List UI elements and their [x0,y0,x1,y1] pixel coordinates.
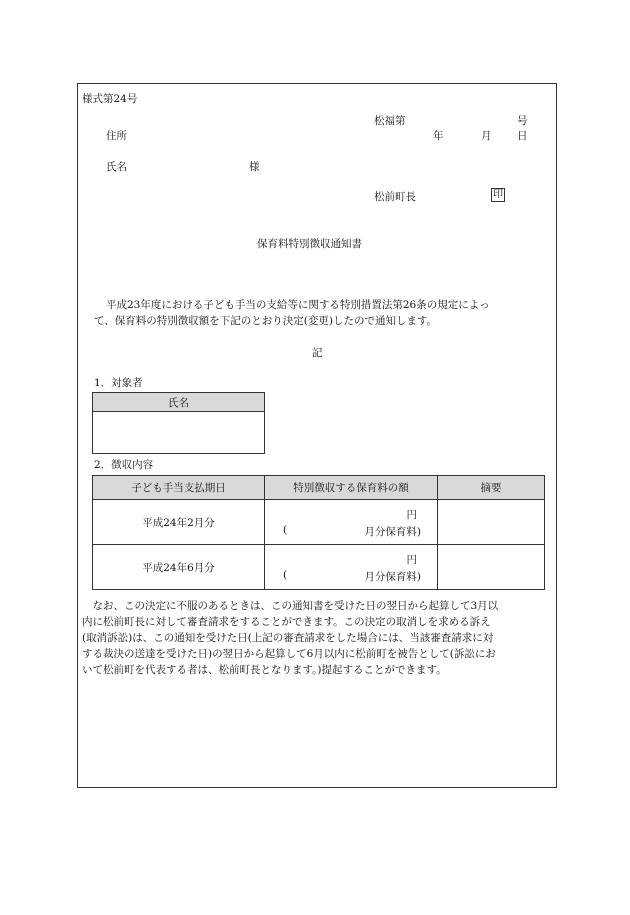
intro-line-2: て、保育料の特別徴収額を下記のとおり決定(変更)したので通知します。 [94,315,438,327]
yen-unit: 円 [406,509,417,521]
notice-line: する裁決の送達を受けた日)の翌日から起算して6月以内に松前町を被告として(訴訟にお [82,648,496,660]
notice-line: (取消訴訟)は、この通知を受けた日(上記の審査請求をした場合には、当該審査請求に対 [82,632,494,644]
date-day: 日 [517,130,528,142]
notice-line: いて松前町を代表する者は、松前町長となります。)提起することができます。 [82,664,447,676]
payment-date-cell: 平成24年2月分 [93,500,265,545]
date-year: 年 [433,130,444,142]
name-column-header: 氏名 [93,393,265,412]
months-fee-label: 月分保育料) [364,526,421,538]
remarks-cell [438,500,545,545]
header-fee-amount: 特別徴収する保育料の額 [265,476,438,500]
section2-heading: 2．徴収内容 [94,459,154,471]
table-row [93,545,545,590]
date-month: 月 [481,130,492,142]
name-cell [93,412,265,454]
form-number: 様式第24号 [82,93,138,105]
appeal-notice [82,598,554,678]
address-label: 住所 [106,130,127,142]
header-remarks: 摘要 [438,476,545,500]
notice-line: なお、この決定に不服のあるときは、この通知書を受けた日の翌日から起算して3月以 [82,600,499,612]
seal-mark: 印 [493,189,503,200]
amount-cell [265,545,438,590]
months-fee-label: 月分保育料) [364,571,421,583]
amount-cell [265,500,438,545]
document-title: 保育料特別徴収通知書 [257,238,362,250]
honorific: 様 [249,161,260,173]
intro-line-1: 平成23年度における子ども手当の支給等に関する特別措置法第26条の規定によっ [106,299,490,311]
section1-heading: 1．対象者 [94,377,143,389]
payment-date-cell: 平成24年6月分 [93,545,265,590]
ki-label: 記 [312,347,323,359]
doc-number-suffix: 号 [517,115,528,127]
doc-number-prefix: 松福第 [374,115,406,127]
sender-title: 松前町長 [374,191,416,203]
target-person-table [92,392,265,454]
remarks-cell [438,545,545,590]
paren-open: ( [283,524,288,536]
name-label: 氏名 [106,161,127,173]
collection-table [92,475,545,590]
paren-open: ( [283,569,288,581]
yen-unit: 円 [406,554,417,566]
table-row [93,500,545,545]
header-payment-date: 子ども手当支払期日 [93,476,265,500]
notice-line: 内に松前町長に対して審査請求をすることができます。この決定の取消しを求める訴え [82,616,491,628]
